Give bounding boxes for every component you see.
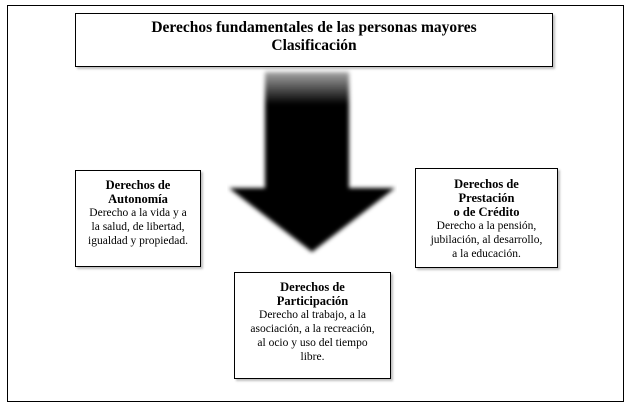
participacion-desc-4: libre.: [300, 351, 325, 363]
participacion-heading-1: Derechos de: [280, 280, 345, 294]
prestacion-desc-3: a la educación.: [452, 248, 521, 260]
participacion-desc-1: Derecho al trabajo, a la: [259, 309, 366, 321]
prestacion-heading-2: Prestación: [458, 191, 515, 205]
participacion-box: [234, 272, 391, 379]
autonomia-heading-2: Autonomía: [108, 192, 168, 206]
down-arrow-icon: [227, 68, 397, 256]
prestacion-desc-2: jubilación, al desarrollo,: [430, 234, 543, 246]
prestacion-desc-1: Derecho a la pensión,: [436, 220, 537, 232]
title-box: [75, 13, 553, 67]
autonomia-heading-1: Derechos de: [105, 178, 171, 192]
autonomia-desc-2: la salud, de libertad,: [91, 221, 185, 233]
prestacion-heading-3: o de Crédito: [453, 205, 520, 219]
autonomia-desc-1: Derecho a la vida y a: [89, 207, 187, 219]
prestacion-box: [415, 168, 558, 268]
participacion-desc-3: al ocio y uso del tiempo: [257, 337, 368, 349]
autonomia-box: [75, 170, 201, 267]
participacion-heading-2: Participación: [276, 294, 349, 308]
autonomia-desc-3: igualdad y propiedad.: [88, 235, 188, 247]
participacion-desc-2: asociación, a la recreación,: [250, 323, 375, 335]
title-line-2: Clasificación: [271, 37, 357, 54]
prestacion-heading-1: Derechos de: [454, 177, 519, 191]
title-line-1: Derechos fundamentales de las personas mayores: [151, 19, 477, 36]
